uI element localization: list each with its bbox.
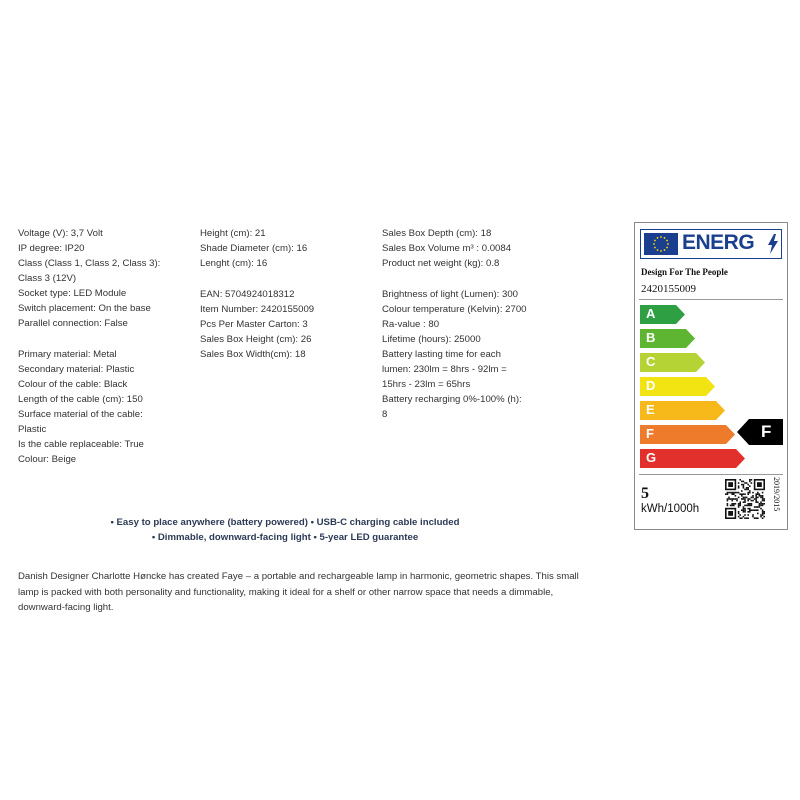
spec-line: Sales Box Depth (cm): 18 bbox=[382, 228, 492, 239]
spec-line: Parallel connection: False bbox=[18, 318, 128, 329]
spacer bbox=[200, 271, 314, 287]
spec-line: Colour of the cable: Black bbox=[18, 379, 128, 390]
energy-label-title: ENERG bbox=[682, 231, 755, 254]
spec-line: Secondary material: Plastic bbox=[18, 364, 135, 375]
spec-line: IP degree: IP20 bbox=[18, 243, 85, 254]
spec-line: Length of the cable (cm): 150 bbox=[18, 394, 143, 405]
qr-code-icon bbox=[725, 479, 765, 519]
energy-rating-letter: F bbox=[761, 422, 772, 441]
spacer bbox=[382, 271, 527, 287]
features-line-2: • Dimmable, downward-facing light • 5-year LED guarantee bbox=[151, 532, 419, 543]
energy-class-letter: C bbox=[646, 354, 656, 369]
energy-class-letter: E bbox=[646, 402, 655, 417]
spec-line: Battery lasting time for each bbox=[382, 349, 501, 360]
spec-line: 8 bbox=[382, 409, 388, 420]
supplier-name: Design For The People bbox=[641, 267, 728, 277]
spec-line: Sales Box Volume m³ : 0.0084 bbox=[382, 243, 512, 254]
spec-line: Socket type: LED Module bbox=[18, 288, 127, 299]
spec-line: Ra-value : 80 bbox=[382, 319, 440, 330]
spec-line: Class 3 (12V) bbox=[18, 273, 77, 284]
spec-line: Surface material of the cable: bbox=[18, 409, 143, 420]
spec-line: lumen: 230lm = 8hrs - 92lm = bbox=[382, 364, 507, 375]
spec-line: Primary material: Metal bbox=[18, 349, 117, 360]
energy-consumption-unit: kWh/1000h bbox=[641, 503, 700, 515]
spec-line: Shade Diameter (cm): 16 bbox=[200, 243, 308, 254]
energy-class-f bbox=[640, 425, 735, 444]
energy-label bbox=[634, 222, 788, 530]
spec-line: Sales Box Width(cm): 18 bbox=[200, 349, 306, 360]
spec-line: Brightness of light (Lumen): 300 bbox=[382, 289, 518, 300]
spec-line: Pcs Per Master Carton: 3 bbox=[200, 319, 308, 330]
model-identifier: 2420155009 bbox=[641, 283, 696, 295]
energy-class-d bbox=[640, 377, 715, 396]
spacer bbox=[18, 331, 160, 347]
spec-line: Is the cable replaceable: True bbox=[18, 439, 144, 450]
energy-class-letter: D bbox=[646, 378, 656, 393]
specs-column-1 bbox=[18, 226, 160, 467]
specs-column-2 bbox=[200, 226, 314, 362]
spec-line: 15hrs - 23lm = 65hrs bbox=[382, 379, 471, 390]
spec-line: Colour: Beige bbox=[18, 454, 77, 465]
spec-line: Product net weight (kg): 0.8 bbox=[382, 258, 500, 269]
energy-consumption-value: 5 bbox=[641, 485, 649, 502]
energy-class-b bbox=[640, 329, 695, 348]
energy-label-header bbox=[640, 229, 782, 259]
eu-flag-icon bbox=[644, 233, 678, 255]
spec-line: Class (Class 1, Class 2, Class 3): bbox=[18, 258, 161, 269]
spec-line: Lenght (cm): 16 bbox=[200, 258, 268, 269]
energy-class-letter: F bbox=[646, 426, 654, 441]
spec-line: Lifetime (hours): 25000 bbox=[382, 334, 481, 345]
regulation-number: 2019/2015 bbox=[772, 477, 781, 512]
divider bbox=[639, 299, 783, 300]
energy-class-c bbox=[640, 353, 705, 372]
energy-class-a bbox=[640, 305, 685, 324]
spec-line: Voltage (V): 3,7 Volt bbox=[18, 228, 103, 239]
energy-rating bbox=[737, 419, 783, 445]
product-description: Danish Designer Charlotte Høncke has created Faye – a portable and rechargeable lamp in harmonic, geometric shapes. This small lamp is packed with both personality and functionality, making it ideal for a shelf or other narrow space that needs a dimmable, downward-facing light. bbox=[18, 571, 579, 613]
spec-line: Sales Box Height (cm): 26 bbox=[200, 334, 312, 345]
spec-line: Battery recharging 0%-100% (h): bbox=[382, 394, 522, 405]
energy-class-letter: G bbox=[646, 450, 657, 465]
energy-class-g bbox=[640, 449, 745, 468]
spec-line: Height (cm): 21 bbox=[200, 228, 266, 239]
energy-class-letter: B bbox=[646, 330, 656, 345]
spec-line: EAN: 5704924018312 bbox=[200, 289, 295, 300]
energy-class-e bbox=[640, 401, 725, 420]
lightning-bolt-icon bbox=[767, 234, 779, 254]
features-line-1: • Easy to place anywhere (battery powered) • USB-C charging cable included bbox=[110, 517, 460, 528]
spec-line: Plastic bbox=[18, 424, 47, 435]
specs-column-3 bbox=[382, 226, 527, 422]
energy-class-letter: A bbox=[646, 306, 656, 321]
divider bbox=[639, 474, 783, 475]
spec-line: Switch placement: On the base bbox=[18, 303, 151, 314]
spec-line: Item Number: 2420155009 bbox=[200, 304, 315, 315]
spec-line: Colour temperature (Kelvin): 2700 bbox=[382, 304, 527, 315]
